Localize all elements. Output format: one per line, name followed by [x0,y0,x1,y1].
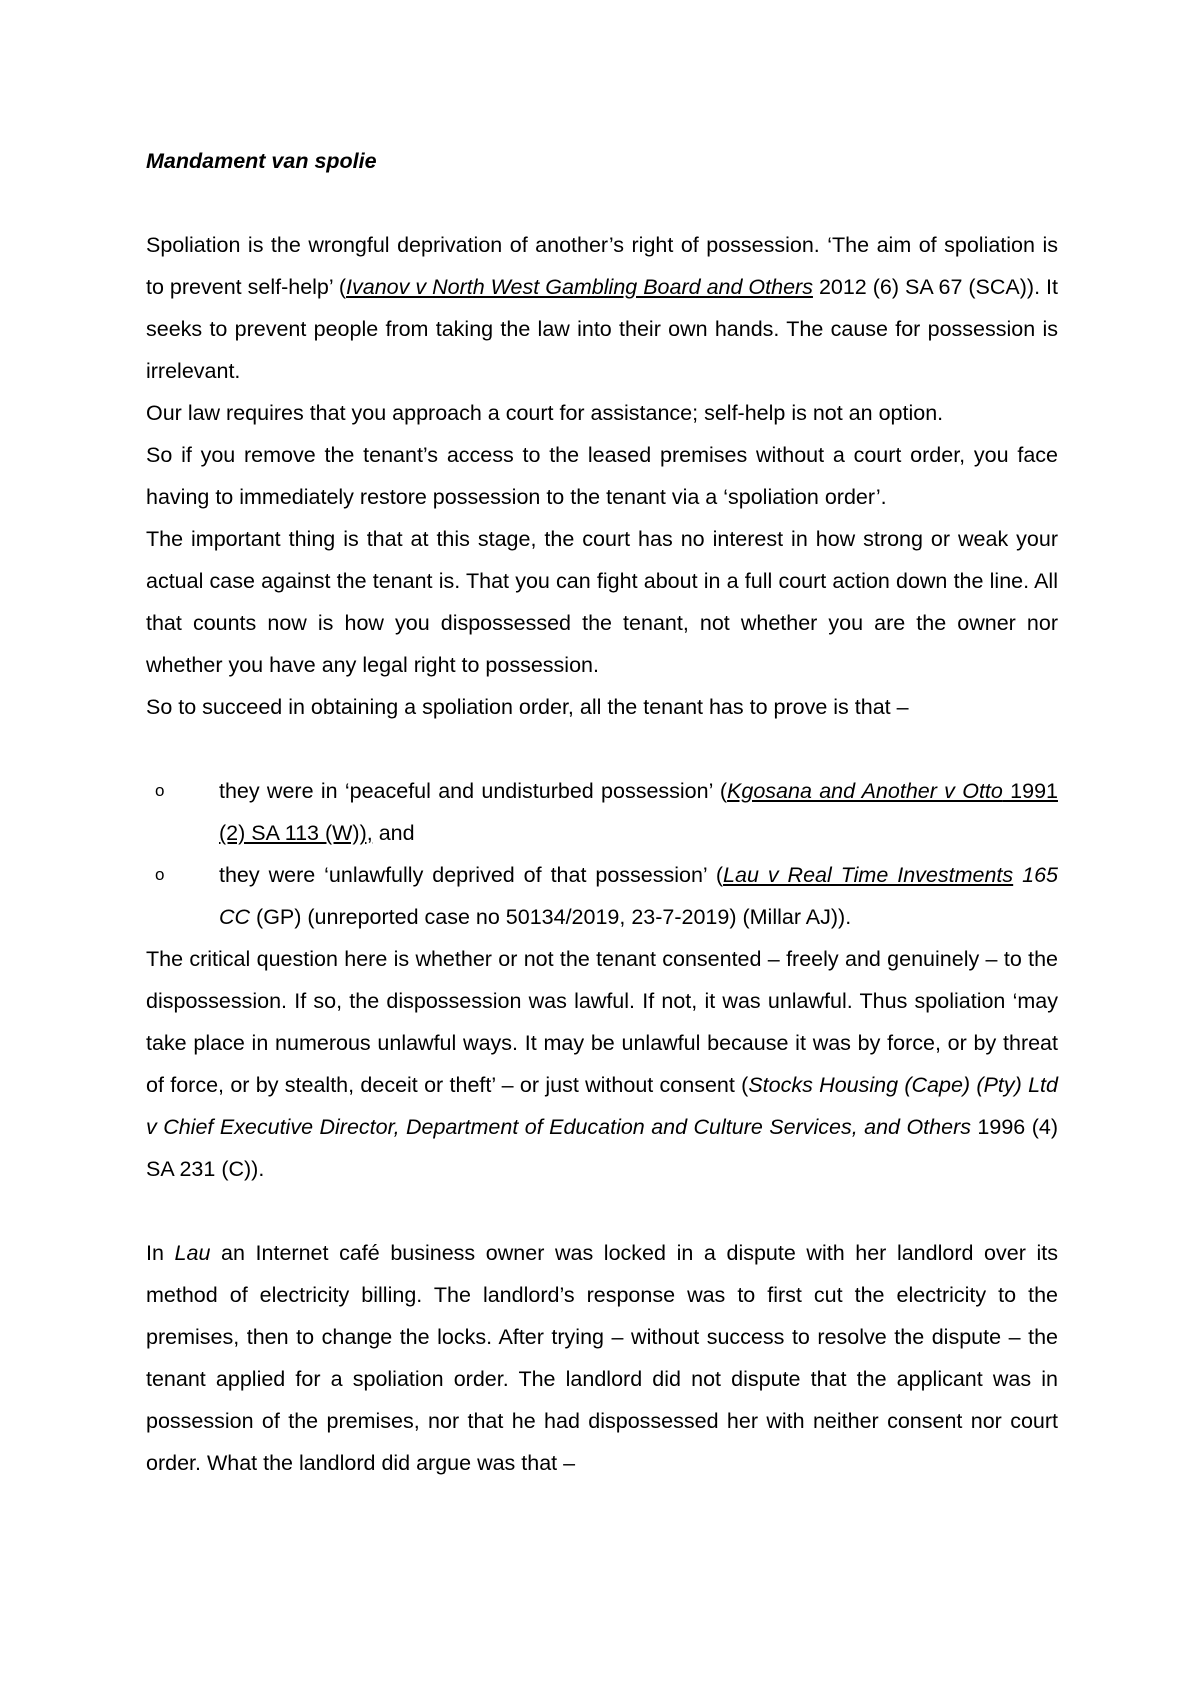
list-item-text: and [372,821,415,845]
paragraph-to-succeed: So to succeed in obtaining a spoliation order, all the tenant has to prove is that – [146,695,909,719]
case-name-lau: Lau [174,1241,211,1265]
list-item-text [1013,863,1022,887]
paragraph-text: Spoliation is the wrongful deprivation of another’s right of possession. ‘The aim of spoliation is to prevent self-help’ ( [146,233,1058,299]
case-citation-ivanov: Ivanov v North West Gambling Board and Others [346,275,813,299]
case-citation-reference: 1991 (2) SA 113 (W)), [219,779,1058,845]
case-citation-italic: 165 CC [219,863,1058,929]
paragraph-critical-question [146,938,1058,1190]
bullet-icon: o [155,865,165,884]
case-citation-lau: Lau v Real Time Investments [723,863,1014,887]
list-item-text: they were in ‘peaceful and undisturbed possession’ ( [219,779,728,803]
document-page [146,140,1058,1484]
blank-line [146,728,1058,770]
case-citation-kgosana: Kgosana and Another v Otto [727,779,1003,803]
list-item-text: (GP) (unreported case no 50134/2019, 23-7-2019) (Millar AJ)). [250,905,852,929]
list-item-text: they were ‘unlawfully deprived of that possession’ ( [219,863,724,887]
requirements-list [146,770,1058,938]
document-heading: Mandament van spolie [146,149,377,173]
paragraph-law-requires: Our law requires that you approach a court for assistance; self-help is not an option. [146,401,944,425]
blank-line [146,182,1058,224]
bullet-icon: o [155,781,165,800]
paragraph-text: In [146,1241,175,1265]
paragraph-text: 2012 (6) SA 67 (SCA)). It seeks to prevent people from taking the law into their own hands. The cause for possession is irrelevant. [146,275,1058,383]
paragraph-text: an Internet café business owner was locked in a dispute with her landlord over its method of electricity billing. The landlord’s response was to first cut the electricity to the premises, then to change the locks. After trying – without success to resolve the dispute – the tenant applied for a spoliation order. The landlord did not dispute that the applicant was in possession of the premises, nor that he had dispossessed her with neither consent nor court order. What the landlord did argue was that – [146,1241,1058,1475]
paragraph-lau-facts [146,1232,1058,1484]
case-citation-stocks-housing: Stocks Housing (Cape) (Pty) Ltd v Chief Executive Director, Department of Education and Culture Services, and Others [146,1073,1058,1139]
paragraph-important-thing: The important thing is that at this stage, the court has no interest in how strong or weak your actual case against the tenant is. That you can fight about in a full court action down the line. All that counts now is how you dispossessed the tenant, not whether you are the owner nor whether you have any legal right to possession. [146,527,1058,677]
list-item [146,770,1058,854]
paragraph-text: 1996 (4) SA 231 (C)). [146,1115,1058,1181]
list-item [146,854,1058,938]
paragraph-remove-access: So if you remove the tenant’s access to the leased premises without a court order, you face having to immediately restore possession to the tenant via a ‘spoliation order’. [146,443,1058,509]
paragraph-definition [146,224,1058,392]
paragraph-text: The critical question here is whether or not the tenant consented – freely and genuinely – to the dispossession. If so, the dispossession was lawful. If not, it was unlawful. Thus spoliation ‘may take place in numerous unlawful ways. It may be unlawful because it was by force, or by threat of force, or by stealth, deceit or theft’ – or just without consent ( [146,947,1058,1097]
